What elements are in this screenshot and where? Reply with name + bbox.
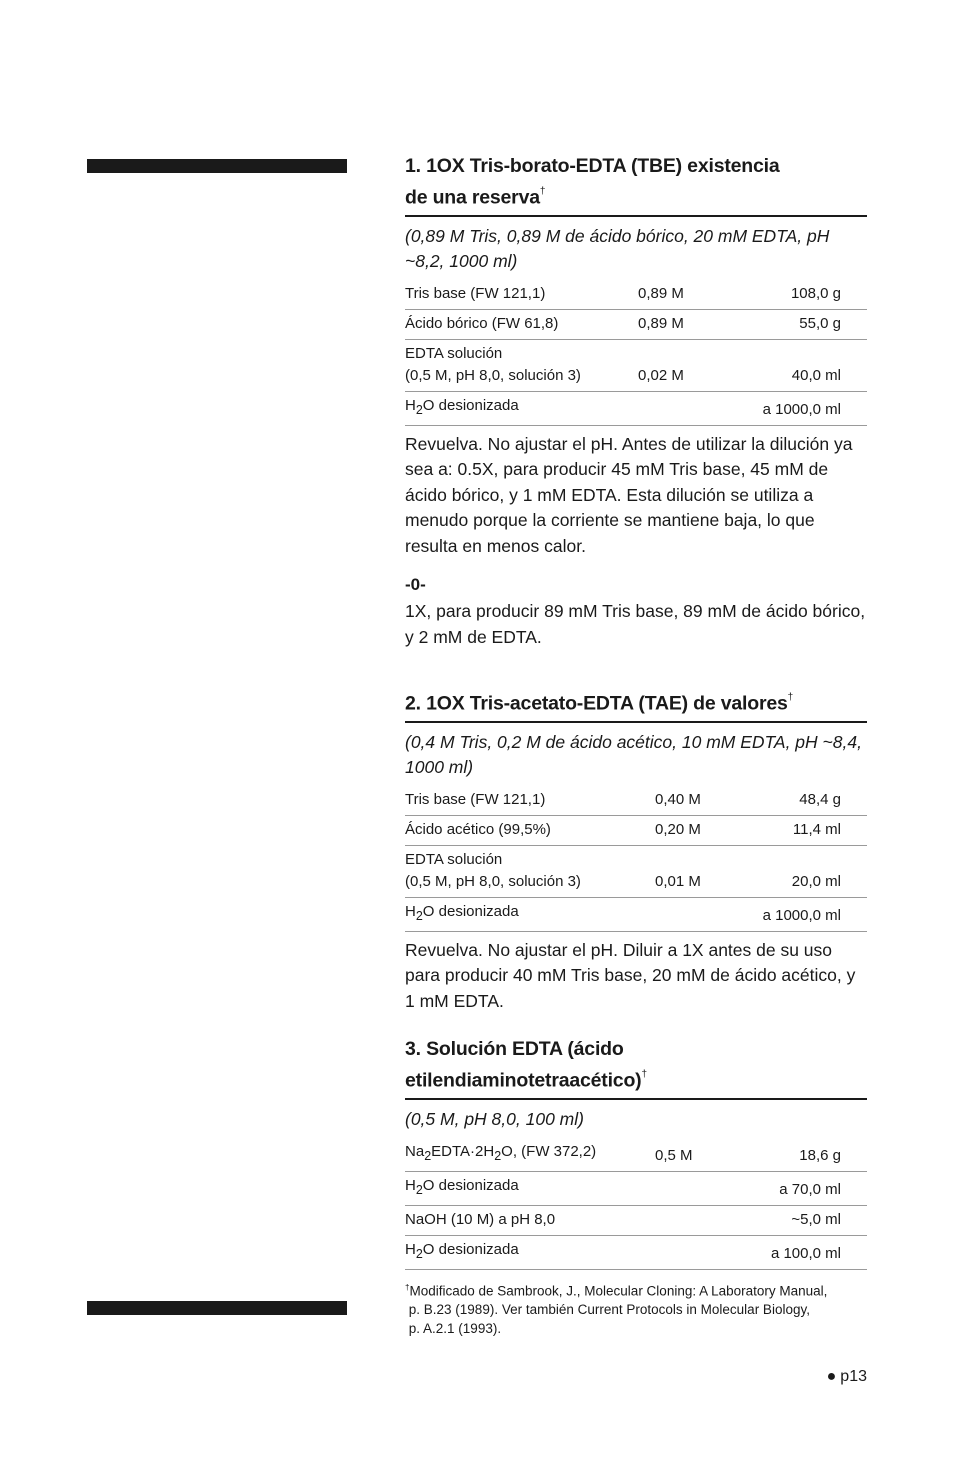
ingredient-amount: a 70,0 ml <box>761 1171 867 1205</box>
footnote-line: p. B.23 (1989). Ver también Current Protocols in Molecular Biology, <box>408 1302 810 1317</box>
ingredient-amount: a 1000,0 ml <box>761 897 867 931</box>
name-part: O desionizada <box>422 1176 519 1194</box>
ingredient-name: Ácido acético (99,5%) <box>405 815 655 845</box>
section-subtitle: (0,4 M Tris, 0,2 M de ácido acético, 10 mM EDTA, pH ~8,4, 1000 ml) <box>405 731 862 777</box>
table-row <box>405 815 867 845</box>
ingredient-conc: 0,89 M <box>638 280 744 310</box>
heading-line: 2. 1OX Tris-acetato-EDTA (TAE) de valores <box>405 692 788 715</box>
ingredient-conc <box>638 391 744 425</box>
footnote-line: p. A.2.1 (1993). <box>408 1321 502 1336</box>
table-row <box>405 280 867 310</box>
name-subscript: 2 <box>415 1182 423 1197</box>
dagger-mark: † <box>539 186 546 197</box>
section-heading <box>405 686 867 723</box>
table-row <box>405 1138 867 1172</box>
ingredient-conc: 0,89 M <box>638 309 744 339</box>
page-number-text: p13 <box>840 1368 867 1385</box>
table-row <box>405 1235 867 1269</box>
ingredient-amount: 48,4 g <box>761 786 867 816</box>
ingredient-conc <box>655 1235 761 1269</box>
ingredient-amount: a 100,0 ml <box>761 1235 867 1269</box>
name-part: EDTA·2H <box>431 1142 495 1160</box>
ingredient-amount: 20,0 ml <box>761 845 867 897</box>
table-row <box>405 845 867 897</box>
name-line: (0,5 M, pH 8,0, solución 3) <box>405 872 581 890</box>
footnote <box>405 1278 867 1339</box>
section-tae <box>405 686 867 1014</box>
name-line: (0,5 M, pH 8,0, solución 3) <box>405 366 581 384</box>
instructions-paragraph: 1X, para producir 89 mM Tris base, 89 mM de ácido bórico, y 2 mM de EDTA. <box>405 601 866 647</box>
name-subscript: 2 <box>424 1148 432 1163</box>
ingredient-name <box>405 897 655 931</box>
name-part: Na <box>405 1142 425 1160</box>
ingredient-amount: 40,0 ml <box>744 339 867 391</box>
name-part: O desionizada <box>422 902 519 920</box>
ingredient-name: Tris base (FW 121,1) <box>405 280 638 310</box>
ingredient-name <box>405 391 638 425</box>
bullet-icon: ● <box>826 1368 837 1385</box>
name-part: H <box>405 1240 416 1258</box>
ingredient-conc: 0,5 M <box>655 1138 761 1172</box>
section-heading <box>405 153 867 217</box>
or-separator: -0- <box>405 575 426 594</box>
ingredient-conc <box>655 1171 761 1205</box>
decorative-bar-top <box>87 159 347 173</box>
dagger-mark: † <box>641 1069 647 1080</box>
table-row <box>405 339 867 391</box>
ingredient-conc: 0,40 M <box>655 786 761 816</box>
section-tbe <box>405 153 867 650</box>
name-part: O desionizada <box>422 1240 519 1258</box>
section-edta <box>405 1036 867 1338</box>
table-row <box>405 897 867 931</box>
ingredient-amount: ~5,0 ml <box>761 1205 867 1235</box>
name-line: EDTA solución <box>405 344 503 362</box>
name-subscript: 2 <box>494 1148 502 1163</box>
section-subtitle: (0,5 M, pH 8,0, 100 ml) <box>405 1108 584 1129</box>
ingredient-conc: 0,20 M <box>655 815 761 845</box>
name-line: EDTA solución <box>405 850 503 868</box>
recipe-table <box>405 1138 867 1270</box>
table-row <box>405 786 867 816</box>
ingredient-name <box>405 1235 655 1269</box>
ingredient-name <box>405 1171 655 1205</box>
section-heading <box>405 1036 867 1100</box>
ingredient-name: NaOH (10 M) a pH 8,0 <box>405 1205 655 1235</box>
dagger-mark: † <box>787 692 794 703</box>
ingredient-amount: 108,0 g <box>744 280 867 310</box>
ingredient-name <box>405 339 638 391</box>
table-row <box>405 391 867 425</box>
instructions-paragraph: Revuelva. No ajustar el pH. Antes de utilizar la dilución ya sea a: 0.5X, para producir 45 mM Tris base, 45 mM de ácido bórico, y 1 mM EDTA. Esta dilución se utiliza a menudo porque la corriente se mantiene baja, lo que resulta en menos calor. <box>405 433 853 556</box>
name-subscript: 2 <box>415 402 423 417</box>
ingredient-name: Ácido bórico (FW 61,8) <box>405 309 638 339</box>
ingredient-name: Tris base (FW 121,1) <box>405 786 655 816</box>
name-part: O, (FW 372,2) <box>501 1142 597 1160</box>
ingredient-amount: 11,4 ml <box>761 815 867 845</box>
recipe-table <box>405 786 867 932</box>
ingredient-conc <box>655 1205 761 1235</box>
page-number <box>827 1368 867 1386</box>
instructions-paragraph: Revuelva. No ajustar el pH. Diluir a 1X antes de su uso para producir 40 mM Tris base, 20 mM de ácido acético, y 1 mM EDTA. <box>405 939 856 1011</box>
heading-line: 1. 1OX Tris-borato-EDTA (TBE) existencia <box>405 155 780 177</box>
ingredient-name <box>405 1138 655 1172</box>
name-subscript: 2 <box>415 908 423 923</box>
decorative-bar-bottom <box>87 1301 347 1315</box>
name-subscript: 2 <box>415 1246 423 1261</box>
name-part: H <box>405 1176 416 1194</box>
name-part: H <box>405 396 416 414</box>
ingredient-amount: 18,6 g <box>761 1138 867 1172</box>
heading-line: 3. Solución EDTA (ácido etilendiaminotetraacético) <box>405 1038 642 1092</box>
heading-line: de una reserva <box>405 186 540 209</box>
ingredient-amount: a 1000,0 ml <box>744 391 867 425</box>
ingredient-name <box>405 845 655 897</box>
ingredient-conc: 0,02 M <box>638 339 744 391</box>
ingredient-amount: 55,0 g <box>744 309 867 339</box>
footnote-line: Modificado de Sambrook, J., Molecular Cloning: A Laboratory Manual, <box>409 1283 828 1298</box>
section-subtitle: (0,89 M Tris, 0,89 M de ácido bórico, 20 mM EDTA, pH ~8,2, 1000 ml) <box>405 225 830 271</box>
dagger-mark: † <box>405 1282 410 1292</box>
table-row <box>405 1171 867 1205</box>
name-part: O desionizada <box>422 396 519 414</box>
recipe-table <box>405 280 867 426</box>
ingredient-conc: 0,01 M <box>655 845 761 897</box>
table-row <box>405 1205 867 1235</box>
table-row <box>405 309 867 339</box>
name-part: H <box>405 902 416 920</box>
ingredient-conc <box>655 897 761 931</box>
